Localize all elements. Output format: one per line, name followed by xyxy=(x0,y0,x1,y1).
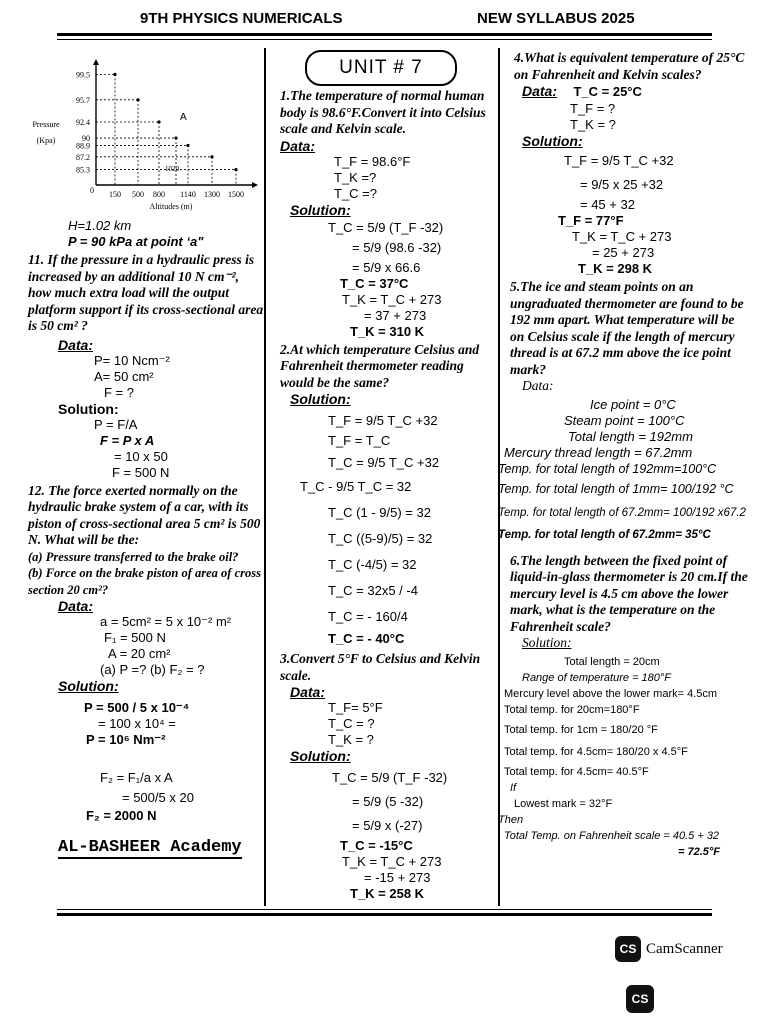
x-annotation-label: 1020 xyxy=(165,164,179,173)
solution-line: = 10 x 50 xyxy=(114,448,168,464)
column-middle xyxy=(280,88,498,902)
solution-line: T_C - 9/5 T_C = 32 xyxy=(300,479,412,494)
camscanner-logo-icon: CS xyxy=(615,936,641,962)
solution-line: T_K = 258 K xyxy=(350,886,425,901)
solution-line: Total temp. for 1cm = 180/20 °F xyxy=(504,723,658,736)
solution-line: P = F/A xyxy=(94,416,138,432)
data-point xyxy=(157,120,160,123)
x-tick-label: 500 xyxy=(132,190,144,199)
x-tick-label: 1140 xyxy=(180,190,196,199)
y-tick-label: 85.3 xyxy=(76,165,90,175)
solution-line: P = 500 / 5 x 10⁻⁴ xyxy=(84,700,190,715)
solution-line: F = 500 N xyxy=(112,464,170,480)
solution-line: Temp. for total length of 67.2mm= 35°C xyxy=(498,528,711,541)
y-axis-unit: (Kpa) xyxy=(36,136,56,145)
data-label: Data: xyxy=(58,598,94,614)
data-line: (a) P =? (b) F₂ = ? xyxy=(100,662,205,677)
solution-line: Total temp. for 4.5cm= 40.5°F xyxy=(504,765,649,778)
answer-height: H=1.02 km xyxy=(68,218,132,233)
origin-label: 0 xyxy=(90,186,94,195)
solution-line: T_C = 9/5 T_C +32 xyxy=(328,455,440,470)
solution-line: F = P x A xyxy=(100,432,155,448)
solution-line: T_K = T_C + 273 xyxy=(572,229,672,244)
solution-line: T_F = 77°F xyxy=(558,213,624,228)
header-title-left: 9TH PHYSICS NUMERICALS xyxy=(140,10,343,27)
solution-label: Solution: xyxy=(522,635,572,650)
y-tick-label: 90 xyxy=(82,134,90,144)
x-tick-label: 1500 xyxy=(228,190,244,199)
solution-line: = 9/5 x 25 +32 xyxy=(580,177,664,192)
solution-line: T_C (-4/5) = 32 xyxy=(328,557,417,572)
data-label: Data: xyxy=(522,378,554,393)
data-point xyxy=(113,73,116,76)
solution-line: T_C ((5-9)/5) = 32 xyxy=(328,531,433,546)
solution-label: Solution: xyxy=(522,133,583,149)
data-label: Data: xyxy=(280,137,316,154)
data-point xyxy=(136,98,139,101)
column-left xyxy=(28,218,264,824)
solution-line: P = 10⁶ Nm⁻² xyxy=(86,732,166,747)
y-tick-label: 88.9 xyxy=(76,141,90,151)
solution-line: = -15 + 273 xyxy=(364,870,431,885)
header-rule-thin xyxy=(57,39,712,40)
solution-line: = 500/5 x 20 xyxy=(122,790,194,805)
solution-line: T_F = T_C xyxy=(328,433,391,448)
data-point xyxy=(210,155,213,158)
solution-line: T_C = 37°C xyxy=(340,275,409,291)
header-title-right: NEW SYLLABUS 2025 xyxy=(477,10,635,27)
x-tick-label: 1300 xyxy=(204,190,220,199)
question-12b: (b) Force on the brake piston of area of cross section 20 cm²? xyxy=(28,566,261,597)
solution-line: Temp. for total length of 192mm=100°C xyxy=(498,461,717,476)
data-line: T_F= 5°F xyxy=(328,700,383,715)
data-label: Data: xyxy=(290,684,326,700)
question-11: 11. If the pressure in a hydraulic press is increased by an additional 10 N cm⁻², how much extra load will the output platform support if its cross-sectional area is 50 cm² ? xyxy=(28,252,264,333)
solution-line: T_K = 310 K xyxy=(350,323,425,339)
y-tick-label: 87.2 xyxy=(76,152,90,162)
y-tick-label: 92.4 xyxy=(76,117,90,127)
data-line: T_C = 25°C xyxy=(573,84,642,99)
answer-pressure: P = 90 kPa at point ‘a" xyxy=(68,234,204,249)
data-point xyxy=(234,168,237,171)
solution-line: = 100 x 10⁴ = xyxy=(98,716,176,731)
solution-line: = 25 + 273 xyxy=(592,245,655,260)
solution-line: Total length = 20cm xyxy=(564,655,660,668)
question-1: 1.The temperature of normal human body is 98.6°F.Convert it into Celsius scale and Kelvin scale. xyxy=(280,88,486,136)
data-row xyxy=(504,83,752,101)
solution-line: T_K = 298 K xyxy=(578,261,653,276)
y-tick-label: 99.5 xyxy=(76,70,90,80)
question-6: 6.The length between the fixed point of liquid-in-glass thermometer is 20 cm.If the mercury level is 4.5 cm above the lower mark, what is the temperature on the Fahrenheit scale? xyxy=(510,552,748,634)
y-axis-label: Pressure xyxy=(32,120,60,129)
page-header xyxy=(0,8,768,30)
solution-line: Temp. for total length of 67.2mm= 100/192 x67.2 xyxy=(498,506,746,519)
solution-line: T_K = T_C + 273 xyxy=(342,854,442,869)
solution-line: = 5/9 x 66.6 xyxy=(352,259,421,275)
solution-line: T_C = - 160/4 xyxy=(328,609,408,624)
data-line: A= 50 cm² xyxy=(94,368,154,384)
solution-line: F₂ = 2000 N xyxy=(86,808,157,823)
solution-line: T_K = T_C + 273 xyxy=(342,291,442,307)
data-label: Data: xyxy=(522,83,558,99)
solution-line: T_C = -15°C xyxy=(340,838,413,853)
question-12: 12. The force exerted normally on the hydraulic brake system of a car, with its piston of cross-sectional area 5 cm² is 500 N. What will be the: xyxy=(28,482,261,547)
solution-label: Solution: xyxy=(58,678,119,694)
y-axis-arrow xyxy=(93,59,99,65)
solution-line: Lowest mark = 32°F xyxy=(514,797,613,810)
solution-line: F₂ = F₁/a x A xyxy=(100,770,173,785)
solution-line: T_C = - 40°C xyxy=(328,631,405,646)
solution-line: = 5/9 (98.6 -32) xyxy=(352,239,442,255)
pressure-altitude-chart xyxy=(28,55,258,215)
solution-line: = 5/9 (5 -32) xyxy=(352,794,424,809)
solution-label: Solution: xyxy=(290,201,351,218)
header-rule xyxy=(57,33,712,36)
question-3: 3.Convert 5°F to Celsius and Kelvin scale. xyxy=(280,651,481,683)
data-line: T_K =? xyxy=(334,169,377,185)
data-line: F₁ = 500 N xyxy=(104,630,166,645)
solution-line: Total Temp. on Fahrenheit scale = 40.5 + 32 xyxy=(504,829,720,842)
solution-line: = 5/9 x (-27) xyxy=(352,818,423,833)
question-4: 4.What is equivalent temperature of 25°C on Fahrenheit and Kelvin scales? xyxy=(514,50,745,82)
unit-title: UNIT # 7 xyxy=(305,50,457,86)
x-axis-label: Altitudes (m) xyxy=(149,202,193,211)
data-line: Mercury thread length = 67.2mm xyxy=(504,444,693,460)
question-12a: (a) Pressure transferred to the brake oil? xyxy=(28,549,239,564)
data-line: a = 5cm² = 5 x 10⁻² m² xyxy=(100,614,232,629)
solution-line: = 45 + 32 xyxy=(580,197,635,212)
solution-line: T_C = 5/9 (T_F -32) xyxy=(332,770,448,785)
data-line: Ice point = 0°C xyxy=(590,396,676,412)
y-tick-label: 95.7 xyxy=(76,95,90,105)
camscanner-brand: CamScanner xyxy=(646,941,723,957)
solution-line: T_C = 5/9 (T_F -32) xyxy=(328,219,444,235)
data-line: T_K = ? xyxy=(328,732,374,747)
solution-line: = 72.5°F xyxy=(678,845,721,858)
x-tick-label: 150 xyxy=(109,190,121,199)
data-line: T_C = ? xyxy=(328,716,375,731)
solution-line: T_F = 9/5 T_C +32 xyxy=(564,153,674,168)
solution-label: Solution: xyxy=(290,391,351,407)
question-5: 5.The ice and steam points on an ungraduated thermometer are found to be 192 mm apart. What temperature will be on Celsius scale if the length of mercury thread is at 67.2 mm above the ice point mark? xyxy=(510,279,744,377)
data-line: T_K = ? xyxy=(570,117,616,132)
solution-label: Solution: xyxy=(290,748,351,764)
solution-line: T_F = 9/5 T_C +32 xyxy=(328,413,438,428)
data-line: F = ? xyxy=(104,384,134,400)
x-tick-label: 800 xyxy=(153,190,165,199)
solution-label: Solution: xyxy=(58,400,119,417)
x-axis-arrow xyxy=(252,182,258,188)
data-point xyxy=(186,144,189,147)
footer-rule xyxy=(57,913,712,916)
column-divider-1 xyxy=(264,48,266,906)
solution-line: Mercury level above the lower mark= 4.5cm xyxy=(504,687,718,700)
question-2: 2.At which temperature Celsius and Fahrenheit thermometer reading would be the same? xyxy=(280,341,480,390)
data-line: T_F = 98.6°F xyxy=(334,153,411,169)
data-line: T_F = ? xyxy=(570,101,616,116)
solution-line: Range of temperature = 180°F xyxy=(522,671,672,684)
solution-line: Total temp. for 20cm=180°F xyxy=(504,703,640,716)
data-line: Total length = 192mm xyxy=(568,428,693,444)
point-a-label: A xyxy=(180,111,187,123)
solution-line: T_C (1 - 9/5) = 32 xyxy=(328,505,431,520)
footer-rule-thin xyxy=(57,909,712,910)
solution-line: T_C = 32x5 / -4 xyxy=(328,583,418,598)
data-line: P= 10 Ncm⁻² xyxy=(94,352,170,368)
data-line: A = 20 cm² xyxy=(108,646,171,661)
data-line: T_C =? xyxy=(334,185,377,201)
solution-line: Total temp. for 4.5cm= 180/20 x 4.5°F xyxy=(504,745,688,758)
solution-line: Temp. for total length of 1mm= 100/192 °C xyxy=(498,481,734,496)
column-right xyxy=(498,50,752,860)
data-label: Data: xyxy=(58,336,94,353)
solution-line: = 37 + 273 xyxy=(364,307,427,323)
academy-logo-text: AL-BASHEER Academy xyxy=(58,838,242,857)
data-line: Steam point = 100°C xyxy=(564,412,685,428)
solution-line: Then xyxy=(498,813,524,826)
data-point xyxy=(174,136,177,139)
camscanner-badge-icon: CS xyxy=(626,985,654,1013)
solution-line: If xyxy=(510,781,517,794)
column-divider-2 xyxy=(498,48,500,906)
